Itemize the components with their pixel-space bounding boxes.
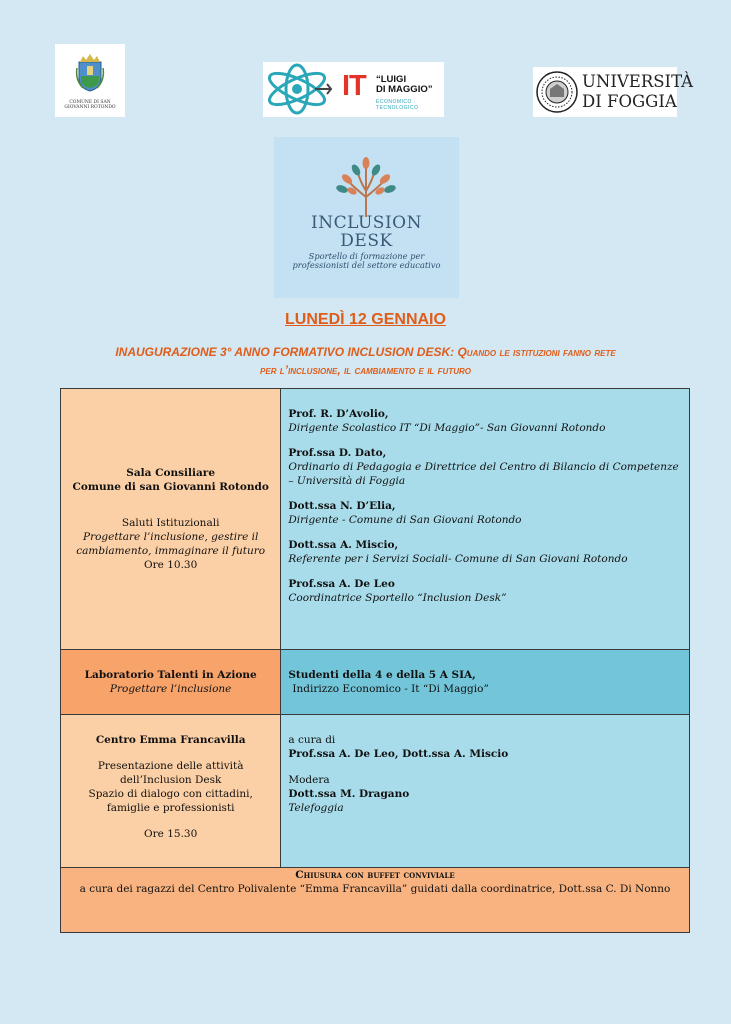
inclusion-desk-subtitle-line1: Sportello di formazione per — [308, 251, 425, 261]
headline-part3: per l’inclusione, il cambiamento e il futuro — [260, 363, 471, 377]
speaker-item — [288, 446, 683, 488]
afternoon-details-cell — [281, 715, 690, 868]
event-date: LUNEDÌ 12 GENNAIO — [285, 311, 446, 328]
tree-icon — [326, 157, 406, 217]
inclusion-desk-title-line2: DESK — [340, 231, 393, 251]
laboratory-cell — [61, 650, 281, 715]
morning-desc-line1: Saluti Istituzionali — [121, 517, 220, 529]
cura-label: a cura di — [288, 734, 336, 746]
modera-label: Modera — [288, 774, 330, 786]
morning-speakers-cell — [281, 389, 690, 650]
laboratory-students-cell — [281, 650, 690, 715]
program-row-closing — [61, 868, 690, 933]
it-logo-letters: IT — [342, 70, 366, 102]
modera-name: Dott.ssa M. Dragano — [288, 788, 410, 800]
program-row-morning — [61, 389, 690, 650]
closing-title: Chiusura con buffet conviviale — [295, 869, 455, 881]
morning-time: Ore 10.30 — [144, 559, 198, 571]
it-logo-subtitle: ECONOMICO · TECNOLOGICO — [376, 99, 419, 111]
it-logo-name-line2: DI MAGGIO” — [376, 84, 433, 95]
closing-text: a cura dei ragazzi del Centro Polivalente “Emma Francavilla” guidati dalla coordinatrice, Dott.ssa C. Di Nonno — [79, 883, 671, 895]
comune-logo-text: COMUNE DI SAN GIOVANNI ROTONDO — [64, 100, 116, 110]
universita-foggia-logo — [533, 67, 694, 117]
afternoon-desc-line1: Presentazione delle attività — [97, 760, 244, 772]
headline-part1: INAUGURAZIONE 3° ANNO FORMATIVO INCLUSION DESK: — [115, 345, 458, 359]
afternoon-desc-line3: Spazio di dialogo con cittadini, — [88, 788, 253, 800]
afternoon-desc-line4: famiglie e professionisti — [106, 802, 235, 814]
students-line1: Studenti della 4 e della 5 A SIA, — [288, 669, 476, 681]
it-di-maggio-logo — [263, 62, 444, 117]
university-seal-icon — [536, 71, 578, 113]
it-logo-name — [376, 75, 432, 95]
morning-desc-line3: cambiamento, immaginare il futuro — [76, 545, 266, 557]
speaker-role: Ordinario di Pedagogia e Direttrice del Centro di Bilancio di Competenze – Università di Foggia — [288, 461, 679, 487]
modera-org: Telefoggia — [288, 802, 344, 814]
students-line2: Indirizzo Economico - It “Di Maggio” — [292, 683, 489, 695]
speaker-name: Prof.ssa D. Dato, — [288, 447, 387, 459]
speaker-role: Dirigente Scolastico IT “Di Maggio”- San Giovanni Rotondo — [288, 422, 606, 434]
universita-foggia-text — [582, 72, 693, 112]
morning-place-line2: Comune di san Giovanni Rotondo — [72, 481, 269, 493]
closing-cell — [61, 868, 690, 933]
speaker-name: Prof.ssa A. De Leo — [288, 578, 395, 590]
inclusion-desk-subtitle-line2: professionisti del settore educativo — [292, 260, 441, 270]
afternoon-time: Ore 15.30 — [144, 828, 198, 840]
program-row-afternoon — [61, 715, 690, 868]
headline-part2: Quando le istituzioni fanno rete — [457, 345, 616, 359]
it-logo-name-line1: “LUIGI — [376, 74, 407, 85]
speaker-item — [288, 538, 683, 566]
laboratory-subtitle: Progettare l’inclusione — [109, 683, 232, 695]
afternoon-desc-line2: dell’Inclusion Desk — [119, 774, 222, 786]
comune-logo — [55, 44, 125, 117]
speaker-item — [288, 499, 683, 527]
speaker-name: Prof. R. D’Avolio, — [288, 408, 389, 420]
afternoon-place: Centro Emma Francavilla — [95, 734, 246, 746]
cura-names: Prof.ssa A. De Leo, Dott.ssa A. Miscio — [288, 748, 509, 760]
speaker-item — [288, 407, 683, 435]
program-table — [60, 388, 690, 933]
morning-place-line1: Sala Consiliare — [126, 467, 216, 479]
afternoon-session-cell — [61, 715, 281, 868]
speaker-role: Referente per i Servizi Sociali- Comune di San Giovani Rotondo — [288, 553, 628, 565]
program-row-laboratory — [61, 650, 690, 715]
morning-session-cell — [61, 389, 281, 650]
speaker-item — [288, 577, 683, 605]
speaker-name: Dott.ssa N. D’Elia, — [288, 500, 396, 512]
event-headline — [20, 343, 711, 379]
universita-text-line2: DI FOGGIA — [582, 92, 677, 111]
speaker-role: Dirigente - Comune di San Giovani Rotondo — [288, 514, 522, 526]
speaker-name: Dott.ssa A. Miscio, — [288, 539, 399, 551]
inclusion-desk-title-line1: INCLUSION — [311, 213, 422, 233]
inclusion-desk-subtitle — [274, 252, 459, 270]
morning-desc-line2: Progettare l’inclusione, gestire il — [83, 531, 259, 543]
speaker-role: Coordinatrice Sportello “Inclusion Desk” — [288, 592, 507, 604]
inclusion-desk-logo — [274, 137, 459, 298]
atom-icon — [263, 62, 335, 117]
laboratory-title: Laboratorio Talenti in Azione — [84, 669, 257, 681]
universita-text-line1: UNIVERSITÀ — [582, 72, 694, 91]
crest-icon — [75, 54, 105, 92]
